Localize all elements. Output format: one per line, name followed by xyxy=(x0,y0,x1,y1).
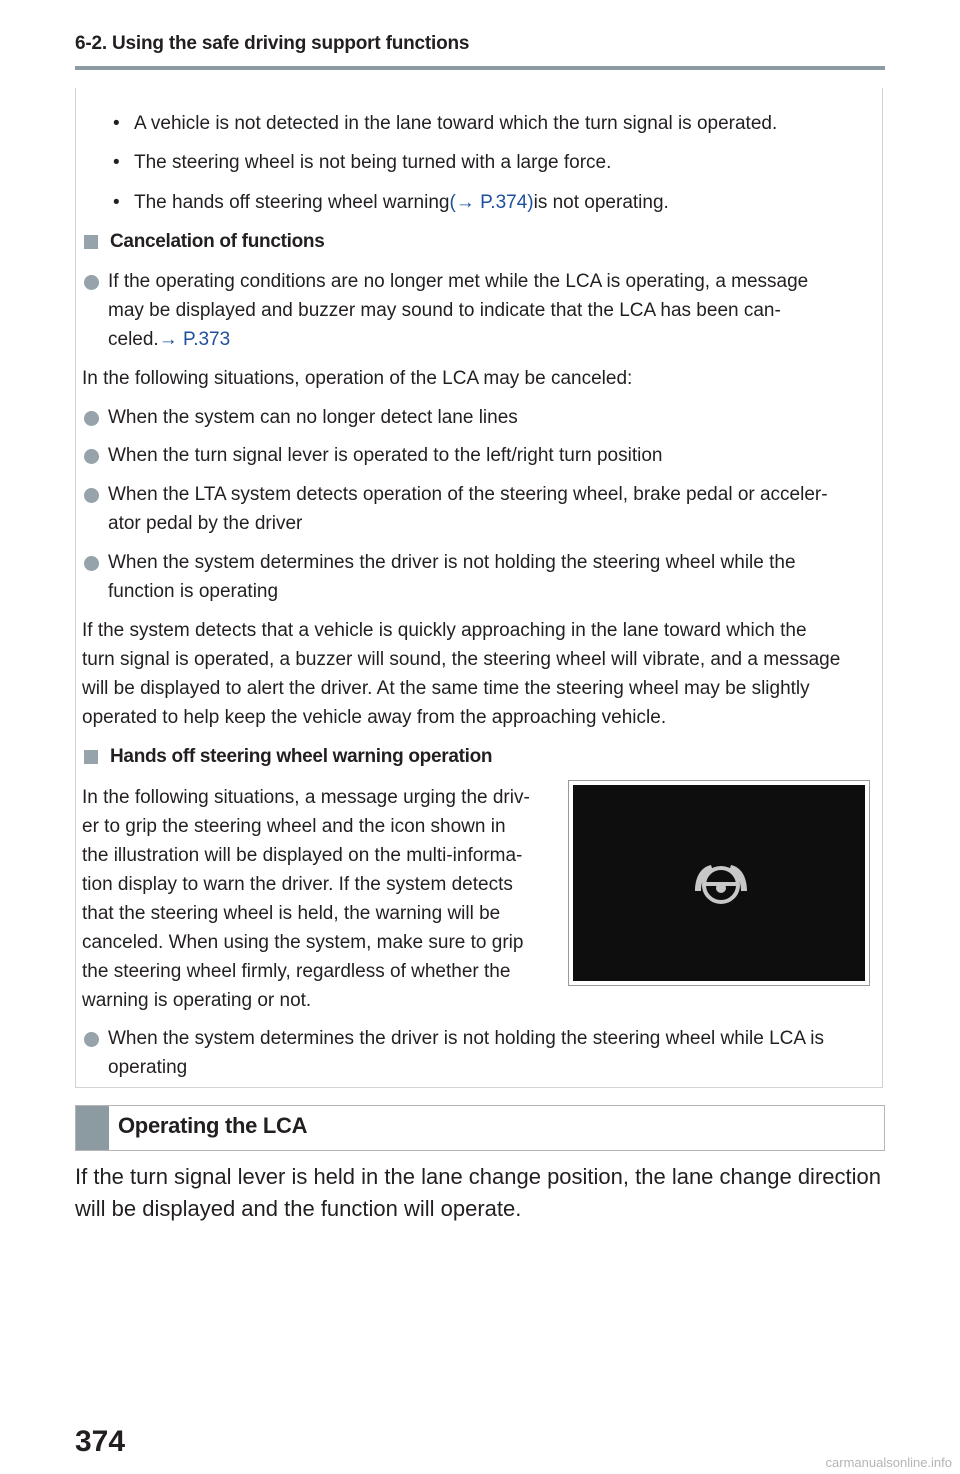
hands-off-line: canceled. When using the system, make sure to grip xyxy=(82,932,524,953)
hands-off-line: In the following situations, a message urging the driv- xyxy=(82,787,530,808)
heading-square-icon xyxy=(84,235,98,249)
section-header xyxy=(75,1105,885,1151)
bullet-dot: • xyxy=(113,192,120,213)
hands-off-line: warning is operating or not. xyxy=(82,990,312,1011)
hands-off-line: the steering wheel firmly, regardless of whether the xyxy=(82,961,511,982)
hands-off-item: operating xyxy=(108,1057,188,1078)
condition-item-3-tail: is not operating. xyxy=(533,192,669,213)
cancelation-heading: Cancelation of functions xyxy=(110,231,325,252)
cancelation-item-line: If the operating conditions are no longer met while the LCA is operating, a message xyxy=(108,271,809,292)
situation-item: When the system determines the driver is not holding the steering wheel while the xyxy=(108,552,796,573)
hands-on-steering-wheel-icon xyxy=(691,861,751,905)
display-screen xyxy=(573,785,865,981)
section-header-bar xyxy=(76,1106,109,1150)
hands-off-item: When the system determines the driver is not holding the steering wheel while LCA is xyxy=(108,1028,825,1049)
section-breadcrumb: 6-2. Using the safe driving support functions xyxy=(75,33,470,54)
hands-off-line: the illustration will be displayed on the multi-informa- xyxy=(82,845,523,866)
cancelation-item-line: may be displayed and buzzer may sound to indicate that the LCA has been can- xyxy=(108,300,781,321)
cancelation-intro: In the following situations, operation of the LCA may be canceled: xyxy=(82,368,633,389)
section-title: Operating the LCA xyxy=(118,1113,308,1138)
note-line: If the system detects that a vehicle is quickly approaching in the lane toward which the xyxy=(82,620,807,641)
hands-off-line: er to grip the steering wheel and the icon shown in xyxy=(82,816,506,837)
note-line: turn signal is operated, a buzzer will sound, the steering wheel will vibrate, and a message xyxy=(82,649,841,670)
page-number: 374 xyxy=(75,1425,126,1458)
page-link-374[interactable]: (→ P.374) xyxy=(449,192,534,213)
bullet-circle-icon xyxy=(84,1032,99,1047)
situation-item: When the system can no longer detect lane lines xyxy=(108,407,518,428)
situation-item: ator pedal by the driver xyxy=(108,513,303,534)
cancelation-item-text: celed. xyxy=(108,329,159,350)
operating-body-line: If the turn signal lever is held in the lane change position, the lane change direction xyxy=(75,1164,881,1189)
note-line: will be displayed to alert the driver. At the same time the steering wheel may be slightly xyxy=(82,678,810,699)
hands-off-line: tion display to warn the driver. If the system detects xyxy=(82,874,513,895)
situation-item: When the turn signal lever is operated to the left/right turn position xyxy=(108,445,663,466)
operating-body-line: will be displayed and the function will operate. xyxy=(75,1196,522,1221)
condition-item-3-text: The hands off steering wheel warning xyxy=(134,192,450,213)
heading-square-icon xyxy=(84,750,98,764)
condition-item-3 xyxy=(134,188,669,217)
bullet-circle-icon xyxy=(84,411,99,426)
bullet-circle-icon xyxy=(84,556,99,571)
bullet-circle-icon xyxy=(84,275,99,290)
bullet-dot: • xyxy=(113,152,120,173)
hands-off-heading: Hands off steering wheel warning operation xyxy=(110,746,493,767)
hands-off-line: that the steering wheel is held, the warning will be xyxy=(82,903,501,924)
situation-item: function is operating xyxy=(108,581,279,602)
page-link-373[interactable]: → P.373 xyxy=(158,329,231,350)
situation-item: When the LTA system detects operation of the steering wheel, brake pedal or acceler- xyxy=(108,484,828,505)
bullet-circle-icon xyxy=(84,488,99,503)
condition-item-2: The steering wheel is not being turned with a large force. xyxy=(134,152,612,173)
cancelation-item-line xyxy=(108,325,230,354)
note-line: operated to help keep the vehicle away from the approaching vehicle. xyxy=(82,707,667,728)
bullet-dot: • xyxy=(113,113,120,134)
bullet-circle-icon xyxy=(84,449,99,464)
watermark: carmanualsonline.info xyxy=(825,1455,952,1470)
page-header xyxy=(75,30,885,70)
condition-item-1: A vehicle is not detected in the lane toward which the turn signal is operated. xyxy=(134,113,778,134)
multi-information-display-illustration xyxy=(568,780,870,986)
